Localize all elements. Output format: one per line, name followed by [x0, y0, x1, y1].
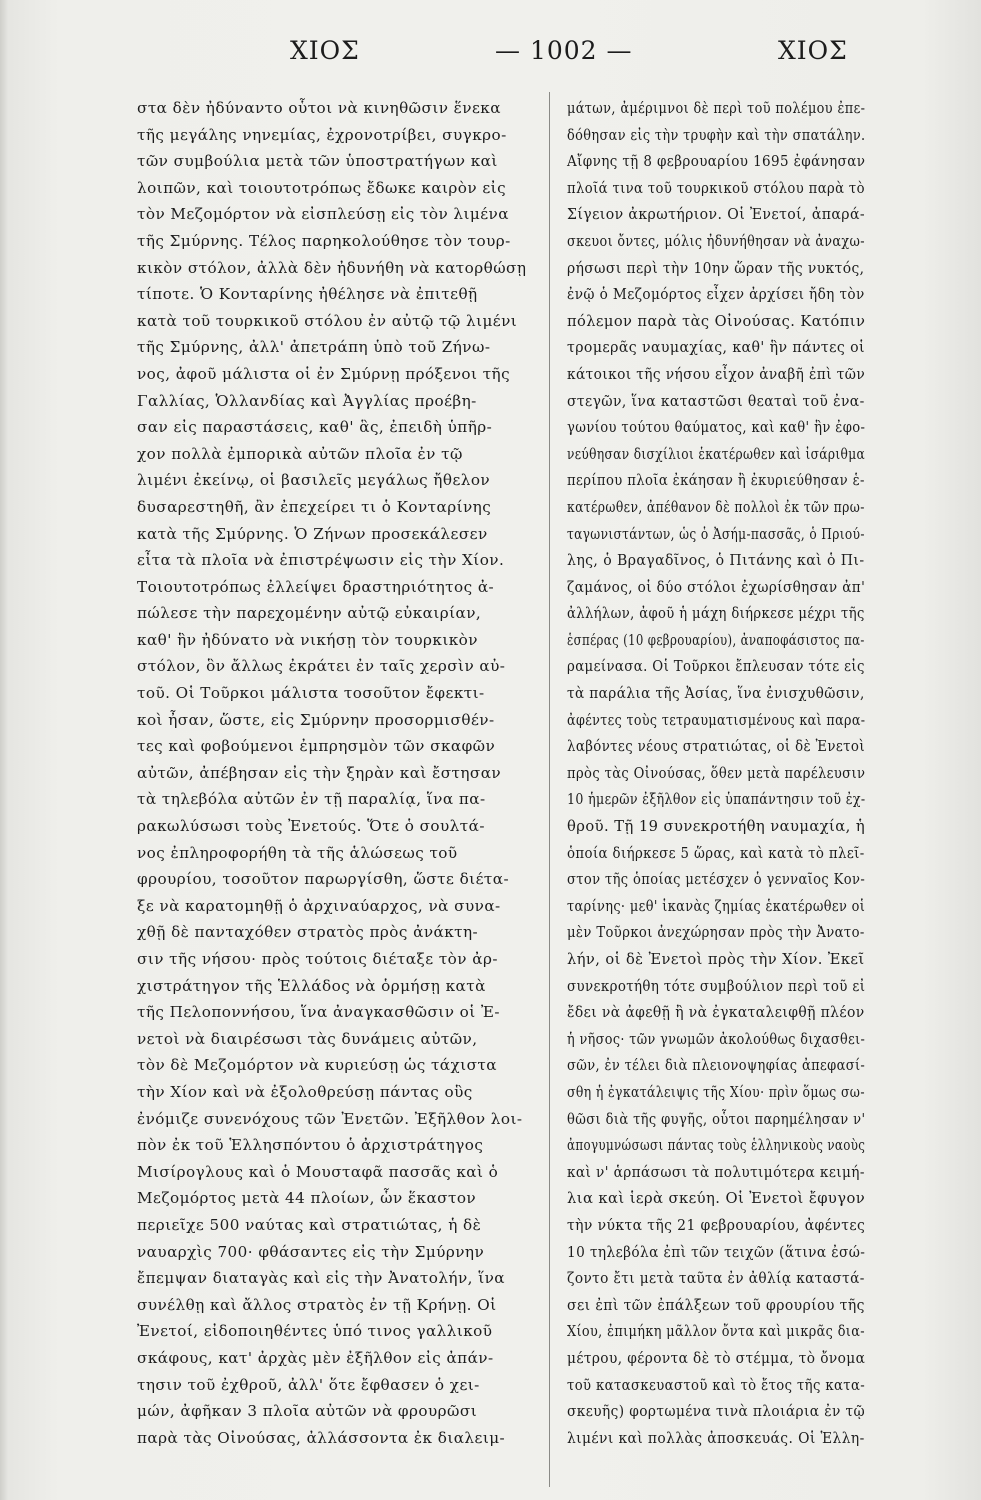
text-line: νος ἐπληροφορήθη τὰ τῆς ἁλώσεως τοῦ [137, 843, 458, 862]
text-line: λιμένι καὶ πολλὰς ἀποσκευάς. Οἱ Ἑλλη- [567, 1428, 865, 1447]
text-line: σθη ἡ ἐγκατάλειψις τῆς Χίου· πρὶν ὅμως σω- [567, 1082, 865, 1101]
running-header [150, 36, 850, 76]
text-line: τες καὶ φοβούμενοι ἐμπρησμὸν τῶν σκαφῶν [137, 737, 496, 756]
text-line: περίπου πλοῖα ἐκάησαν ἢ ἐκυριεύθησαν ἑ- [567, 471, 865, 490]
text-line: τὴν Χίον καὶ νὰ ἐξολοθρεύσῃ πάντας οὓς [137, 1082, 473, 1101]
text-line: περιεῖχε 500 ναύτας καὶ στρατιώτας, ἡ δὲ [137, 1215, 482, 1234]
text-line: φρουρίου, τοσοῦτον παρωργίσθη, ὥστε διέτα- [137, 870, 510, 889]
text-line: λια καὶ ἱερὰ σκεύη. Οἱ Ἐνετοὶ ἔφυγον [567, 1189, 866, 1208]
header-right-title: ΧΙΟΣ [778, 36, 848, 65]
text-line: μὲν Τοῦρκοι ἀνεχώρησαν πρὸς τὴν Ἀνατο- [567, 923, 865, 942]
text-line: κατὰ τῆς Σμύρνης. Ὁ Ζήνων προσεκάλεσεν [137, 524, 488, 543]
text-line: ραμείνασα. Οἱ Τοῦρκοι ἔπλευσαν τότε εἰς [567, 657, 865, 676]
text-line: καὶ ν' ἁρπάσωσι τὰ πολυτιμότερα κειμή- [567, 1162, 865, 1181]
text-line: ταρίνης· μεθ' ἱκανὰς ζημίας ἑκατέρωθεν οἱ [567, 896, 866, 915]
text-line: τῶν συμβούλια μετὰ τῶν ὑποστρατήγων καὶ [137, 152, 498, 171]
text-line: ἑσπέρας (10 φεβρουαρίου), ἀναποφάσιστος πα- [567, 630, 865, 649]
text-line: μών, ἀφῆκαν 3 πλοῖα αὐτῶν νὰ φρουρῶσι [137, 1402, 478, 1421]
text-line: τὸν δὲ Μεζομόρτον νὰ κυριεύσῃ ὡς τάχιστα [137, 1056, 497, 1075]
text-line: Μισίρογλους καὶ ὁ Μουσταφᾶ πασσᾶς καὶ ὁ [137, 1162, 499, 1181]
text-line: γωνίου τούτου θαύματος, καὶ καθ' ἣν ἐφο- [567, 418, 866, 437]
column-divider [549, 92, 550, 1487]
text-line: σιν τῆς νήσου· πρὸς τούτοις διέταξε τὸν ἀρ- [137, 950, 498, 968]
text-line: παρὰ τὰς Οἰνούσας, ἀλλάσσοντα ἐκ διαλειμ- [137, 1428, 506, 1447]
text-line: 10 ἡμερῶν ἐξῆλθον εἰς ὑπαπάντησιν τοῦ ἐχ- [567, 790, 866, 809]
text-line: πὸν ἐκ τοῦ Ἑλλησπόντου ὁ ἀρχιστράτηγος [137, 1136, 484, 1155]
text-line: λήν, οἱ δὲ Ἐνετοὶ πρὸς τὴν Χίον. Ἐκεῖ [567, 950, 865, 968]
text-line: νετοὶ νὰ διαιρέσωσι τὰς δυνάμεις αὐτῶν, [137, 1029, 478, 1048]
text-line: Ἐνετοί, εἰδοποιηθέντες ὑπό τινος γαλλικοῦ [137, 1322, 493, 1341]
text-line: τῆς Σμύρνης. Τέλος παρηκολούθησε τὸν τουρ- [137, 231, 511, 250]
text-line: λης, ὁ Βραγαδῖνος, ὁ Πιτάνης καὶ ὁ Πι- [567, 551, 865, 570]
text-line: σκευοι ὄντες, μόλις ἠδυνήθησαν νὰ ἀναχω- [567, 231, 865, 250]
text-line: τρομερᾶς ναυμαχίας, καθ' ἣν πάντες οἱ [567, 338, 865, 357]
header-left-title: ΧΙΟΣ [290, 36, 360, 65]
text-line: κατέρωθεν, ἀπέθανον δὲ πολλοὶ ἐκ τῶν πρω- [567, 497, 865, 516]
page-edge-shadow [0, 0, 8, 1500]
text-line: ρακωλύσωσι τοὺς Ἐνετούς. Ὅτε ὁ σουλτά- [137, 817, 485, 836]
text-line: μέτρου, φέροντα δὲ τὸ στέμμα, τὸ ὄνομα [567, 1348, 866, 1367]
text-line: νεύθησαν δισχίλιοι ἑκατέρωθεν καὶ ἰσάριθμα [567, 444, 866, 463]
text-line: ἐνόμιζε συνενόχους τῶν Ἐνετῶν. Ἐξῆλθον λοι- [137, 1109, 523, 1128]
text-line: τὰ τηλεβόλα αὐτῶν ἐν τῇ παραλίᾳ, ἵνα πα- [137, 790, 486, 809]
text-line: εἶτα τὰ πλοῖα νὰ ἐπιστρέψωσιν εἰς τὴν Χίον. [137, 551, 505, 570]
text-line: σκευῆς) φορτωμένα τινὰ πλοιάρια ἐν τῷ [567, 1402, 866, 1421]
text-line: πλοῖά τινα τοῦ τουρκικοῦ στόλου παρὰ τὸ [567, 178, 865, 197]
text-line: ἡ νῆσος· τῶν γνωμῶν ἀκολούθως διχασθει- [567, 1029, 866, 1048]
text-line: πρὸς τὰς Οἰνούσας, ὅθεν μετὰ παρέλευσιν [567, 763, 866, 782]
text-line: χον πολλὰ ἐμπορικὰ αὐτῶν πλοῖα ἐν τῷ [137, 444, 463, 463]
text-line: τὴν νύκτα τῆς 21 φεβρουαρίου, ἀφέντες [567, 1215, 866, 1234]
text-line: ἀλλήλων, ἀφοῦ ἡ μάχη διήρκεσε μέχρι τῆς [567, 604, 865, 623]
text-line: πώλεσε τὴν παρεχομένην αὐτῷ εὐκαιρίαν, [137, 604, 482, 623]
text-line: Χίου, ἐπιμήκη μᾶλλον ὄντα καὶ μικρᾶς δια- [567, 1322, 865, 1341]
text-line: ὁποία διήρκεσε 5 ὥρας, καὶ κατὰ τὸ πλεῖ- [567, 843, 865, 862]
text-line: ζαμάνος, οἱ δύο στόλοι ἐχωρίσθησαν ἀπ' [567, 577, 866, 596]
text-line: τοῦ κατασκευαστοῦ καὶ τὸ ἔτος τῆς κατα- [567, 1375, 866, 1394]
page-number: — 1002 — [495, 36, 633, 65]
text-line: τῆς μεγάλης νηνεμίας, ἐχρονοτρίβει, συγκρο- [137, 125, 507, 144]
text-line: μάτων, ἀμέριμνοι δὲ περὶ τοῦ πολέμου ἐπε- [567, 99, 866, 117]
text-line: στον τῆς ὁποίας μετέσχεν ὁ γενναῖος Κον- [567, 870, 866, 889]
right-text-column [567, 95, 865, 1475]
text-line: τίποτε. Ὁ Κονταρίνης ἠθέλησε νὰ ἐπιτεθῇ [137, 285, 478, 304]
text-line: τοῦ. Οἱ Τοῦρκοι μάλιστα τοσοῦτον ἔφεκτι- [137, 684, 485, 703]
text-line: Τοιουτοτρόπως ἐλλείψει δραστηριότητος ἀ- [137, 577, 495, 596]
text-line: στεγῶν, ἵνα καταστῶσι θεαταὶ τοῦ ἐνα- [567, 391, 865, 410]
text-line: δόθησαν εἰς τὴν τρυφὴν καὶ τὴν σπατάλην. [567, 125, 866, 144]
text-line: ἔπεμψαν διαταγὰς καὶ εἰς τὴν Ἀνατολήν, ἵνα [137, 1269, 505, 1288]
text-line: θροῦ. Τῇ 19 συνεκροτήθη ναυμαχία, ἡ [567, 817, 866, 836]
text-line: ἀφέντες τοὺς τετραυματισμένους καὶ παρα- [567, 710, 866, 729]
text-line: δυσαρεστηθῆ, ἂν ἐπεχείρει τι ὁ Κονταρίνης [137, 497, 492, 516]
text-line: Αἴφνης τῇ 8 φεβρουαρίου 1695 ἐφάνησαν [567, 152, 866, 171]
text-line: Σίγειον ἀκρωτήριον. Οἱ Ἐνετοί, ἀπαρά- [567, 205, 866, 224]
text-line: χθῇ δὲ πανταχόθεν στρατὸς πρὸς ἀνάκτη- [137, 923, 479, 942]
text-line: νος, ἀφοῦ μάλιστα οἱ ἐν Σμύρνῃ πρόξενοι τῆς [137, 364, 511, 383]
text-line: τὸν Μεζομόρτον νὰ εἰσπλεύσῃ εἰς τὸν λιμένα [137, 205, 509, 224]
text-line: καθ' ἣν ἠδύνατο νὰ νικήσῃ τὸν τουρκικὸν [137, 630, 478, 649]
text-line: ἐνῷ ὁ Μεζομόρτος εἶχεν ἀρχίσει ἤδη τὸν [567, 285, 865, 304]
text-line: στα δὲν ἠδύναντο οὗτοι νὰ κινηθῶσιν ἕνεκα [137, 99, 501, 117]
text-line: σει ἐπὶ τῶν ἐπάλξεων τοῦ φρουρίου τῆς [567, 1295, 865, 1314]
text-line: τησιν τοῦ ἐχθροῦ, ἀλλ' ὅτε ἔφθασεν ὁ χει- [137, 1375, 480, 1394]
text-line: κοὶ ἦσαν, ὥστε, εἰς Σμύρνην προσορμισθέν- [137, 710, 495, 729]
text-line: λοιπῶν, καὶ τοιουτοτρόπως ἔδωκε καιρὸν εἰς [137, 178, 507, 197]
text-line: ἔδει νὰ ἀφεθῇ ἢ νὰ ἐγκαταλειφθῇ πλέον [567, 1003, 865, 1022]
text-line: τῆς Πελοποννήσου, ἵνα ἀναγκασθῶσιν οἱ Ἐ- [137, 1003, 500, 1022]
text-line: πόλεμον παρὰ τὰς Οἰνούσας. Κατόπιν [567, 311, 866, 330]
text-line: ἀπογυμνώσωσι πάντας τοὺς ἑλληνικοὺς ναοὺς [567, 1136, 866, 1155]
text-line: κατὰ τοῦ τουρκικοῦ στόλου ἐν αὐτῷ τῷ λιμένι [137, 311, 518, 330]
text-line: κάτοικοι τῆς νήσου εἶχον ἀναβῆ ἐπὶ τῶν [567, 364, 866, 383]
text-line: λιμένι ἐκείνῳ, οἱ βασιλεῖς μεγάλως ἤθελον [137, 471, 491, 490]
text-line: χιστράτηγον τῆς Ἑλλάδος νὰ ὁρμήσῃ κατὰ [137, 976, 486, 995]
text-line: κικὸν στόλον, ἀλλὰ δὲν ἠδυνήθη νὰ κατορθώσῃ [137, 258, 527, 277]
text-line: ξε νὰ καρατομηθῇ ὁ ἀρχιναύαρχος, νὰ συνα- [137, 896, 501, 915]
text-line: σαν εἰς παραστάσεις, καθ' ἃς, ἐπειδὴ ὑπῆρ- [137, 418, 493, 437]
text-line: σῶν, ἐν τέλει διὰ πλειονοψηφίας ἀπεφασί- [567, 1056, 866, 1075]
text-line: στόλον, ὃν ἄλλως ἐκράτει ἐν ταῖς χερσὶν αὐ- [137, 657, 506, 676]
text-line: σκάφους, κατ' ἀρχὰς μὲν ἐξῆλθον εἰς ἀπάν- [137, 1348, 494, 1367]
text-line: 10 τηλεβόλα ἐπὶ τῶν τειχῶν (ἅτινα ἐσώ- [567, 1242, 866, 1261]
text-line: τῆς Σμύρνης, ἀλλ' ἀπετράπη ὑπὸ τοῦ Ζήνω- [137, 338, 491, 357]
text-line: τὰ παράλια τῆς Ἀσίας, ἵνα ἐνισχυθῶσιν, [567, 684, 865, 703]
text-line: ρήσωσι περὶ τὴν 10ην ὥραν τῆς νυκτός, [567, 258, 865, 277]
left-text-column [137, 95, 547, 1475]
text-line: λαβόντες νέους στρατιώτας, οἱ δὲ Ἐνετοὶ [567, 737, 865, 756]
text-line: συνεκροτήθη τότε συμβούλιον περὶ τοῦ εἰ [567, 976, 866, 995]
text-line: Μεζομόρτος μετὰ 44 πλοίων, ὧν ἕκαστον [137, 1189, 477, 1208]
text-line: ζοντο ἔτι μετὰ ταῦτα ἐν ἀθλίᾳ καταστά- [567, 1269, 865, 1288]
text-line: ταγωνιστάντων, ὡς ὁ Ἀσήμ-πασσᾶς, ὁ Πριού- [567, 524, 865, 543]
text-line: αὐτῶν, ἀπέβησαν εἰς τὴν ξηρὰν καὶ ἔστησαν [137, 763, 502, 782]
text-line: ναυαρχὶς 700· φθάσαντες εἰς τὴν Σμύρνην [137, 1242, 485, 1261]
text-line: Γαλλίας, Ὁλλανδίας καὶ Ἀγγλίας προέβη- [137, 391, 477, 410]
text-line: θῶσι διὰ τῆς φυγῆς, οὗτοι παρημέλησαν ν' [567, 1109, 866, 1128]
text-line: συνέλθῃ καὶ ἄλλος στρατὸς ἐν τῇ Κρήνῃ. Οἱ [137, 1295, 497, 1314]
